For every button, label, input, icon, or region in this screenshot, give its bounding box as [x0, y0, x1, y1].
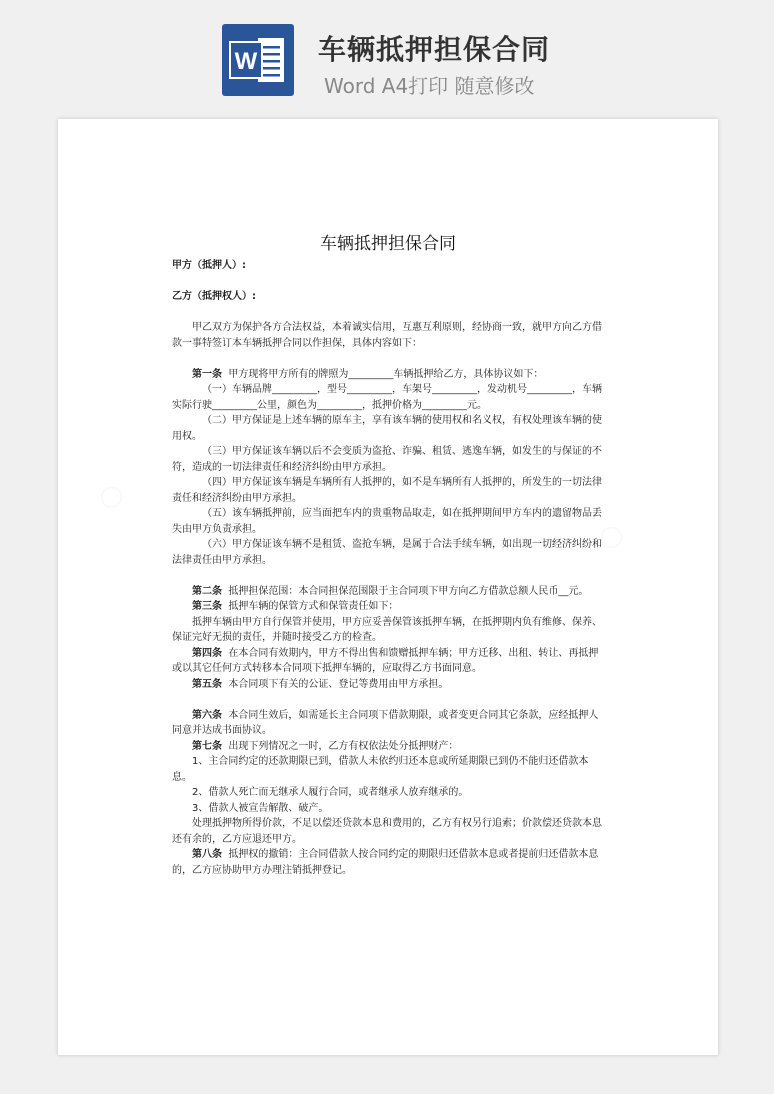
banner-title: 车辆抵押担保合同 [318, 33, 551, 66]
article-1-text: 甲方现将甲方所有的牌照为_________车辆抵押给乙方，具体协议如下： [228, 368, 544, 380]
document-title: 车辆抵押担保合同 [320, 234, 456, 254]
article-7-item-4: 处理抵押物所得价款，不足以偿还贷款本息和费用的，乙方有权另行追索；价款偿还贷款本息还有余的，乙方应退还甲方。 [172, 818, 602, 845]
article-7-item-3: 3、借款人被宣告解散、破产。 [192, 802, 329, 814]
article-8 [172, 847, 602, 878]
article-1-item-6: （六）甲方保证该车辆不是租赁、盗抢车辆，是属于合法手续车辆，如出现一切经济纠纷和法律责任由甲方承担。 [172, 539, 602, 566]
watermark: ○ [90, 474, 130, 517]
article-7-item-2: 2、借款人死亡而无继承人履行合同，或者继承人放弃继承的。 [192, 787, 469, 798]
article-4-text: 在本合同有效期内，甲方不得出售和馈赠抵押车辆；甲方迁移、出租、转让、再抵押或以其它任何方式转移本合同项下抵押车辆的，应取得乙方书面同意。 [172, 647, 599, 674]
word-icon [222, 24, 294, 96]
party-b: 乙方（抵押权人）: [172, 291, 256, 302]
intro-paragraph: 甲乙双方为保护各方合法权益，本着诚实信用，互惠互利原则，经协商一致，就甲方向乙方借款一事特签订本车辆抵押合同以作担保，具体内容如下： [172, 322, 602, 349]
banner [0, 0, 774, 110]
article-4 [172, 646, 602, 677]
article-1-item-5: （五）该车辆抵押前，应当面把车内的贵重物品取走，如在抵押期间甲方车内的遗留物品丢失由甲方负责承担。 [172, 508, 602, 535]
article-3 [172, 599, 602, 615]
article-7-heading: 第七条 [192, 740, 222, 752]
article-7 [172, 739, 602, 755]
article-4-heading: 第四条 [192, 647, 222, 659]
article-8-heading: 第八条 [192, 849, 222, 860]
article-1-item-2: （二）甲方保证是上述车辆的原车主，享有该车辆的使用权和名义权，有权处理该车辆的使用权。 [172, 415, 602, 442]
article-7-item-1: 1、主合同约定的还款期限已到，借款人未依约归还本息或所延期限已到仍不能归还借款本息。 [172, 756, 589, 783]
article-1 [172, 367, 602, 383]
article-3-body: 抵押车辆由甲方自行保管并使用，甲方应妥善保管该抵押车辆，在抵押期内负有维修、保养、保证完好无损的责任，并随时接受乙方的检查。 [172, 616, 602, 643]
article-1-item-4: （四）甲方保证该车辆是车辆所有人抵押的，如不是车辆所有人抵押的，所发生的一切法律责任和经济纠纷由甲方承担。 [172, 477, 602, 504]
article-5 [172, 677, 602, 693]
article-2 [172, 584, 602, 600]
banner-subtitle: Word A4打印 随意修改 [324, 74, 535, 98]
article-1-heading: 第一条 [192, 368, 222, 380]
article-2-text: 抵押担保范围：本合同担保范围限于主合同项下甲方向乙方借款总额人民币__元。 [228, 585, 589, 597]
article-5-heading: 第五条 [192, 678, 222, 690]
article-5-text: 本合同项下有关的公证、登记等费用由甲方承担。 [228, 678, 449, 690]
article-7-text: 出现下列情况之一时，乙方有权依法处分抵押财产： [228, 740, 459, 752]
article-6 [172, 708, 602, 739]
article-6-heading: 第六条 [192, 709, 222, 721]
party-a: 甲方（抵押人）: [172, 260, 246, 271]
article-3-text: 抵押车辆的保管方式和保管责任如下： [228, 601, 399, 612]
document-page [58, 119, 718, 1055]
article-1-item-1: （一）车辆品牌_________，型号_________，车架号_________，发动机号_________，车辆实际行驶_________公里，颜色为_________，抵押价格为_________元。 [172, 384, 602, 411]
document-body [172, 258, 602, 878]
watermark: ○ [590, 514, 630, 557]
article-1-item-3: （三）甲方保证该车辆以后不会变质为盗抢、诈骗、租赁、逃逸车辆，如发生的与保证的不符，造成的一切法律责任和经济纠纷由甲方承担。 [172, 446, 602, 473]
article-2-heading: 第二条 [192, 585, 222, 597]
article-8-text: 抵押权的撤销：主合同借款人按合同约定的期限归还借款本息或者提前归还借款本息的，乙方应协助甲方办理注销抵押登记。 [172, 849, 599, 876]
article-3-heading: 第三条 [192, 601, 222, 612]
article-6-text: 本合同生效后，如需延长主合同项下借款期限，或者变更合同其它条款，应经抵押人同意并达成书面协议。 [172, 709, 599, 736]
word-icon-letter: W [234, 48, 258, 75]
